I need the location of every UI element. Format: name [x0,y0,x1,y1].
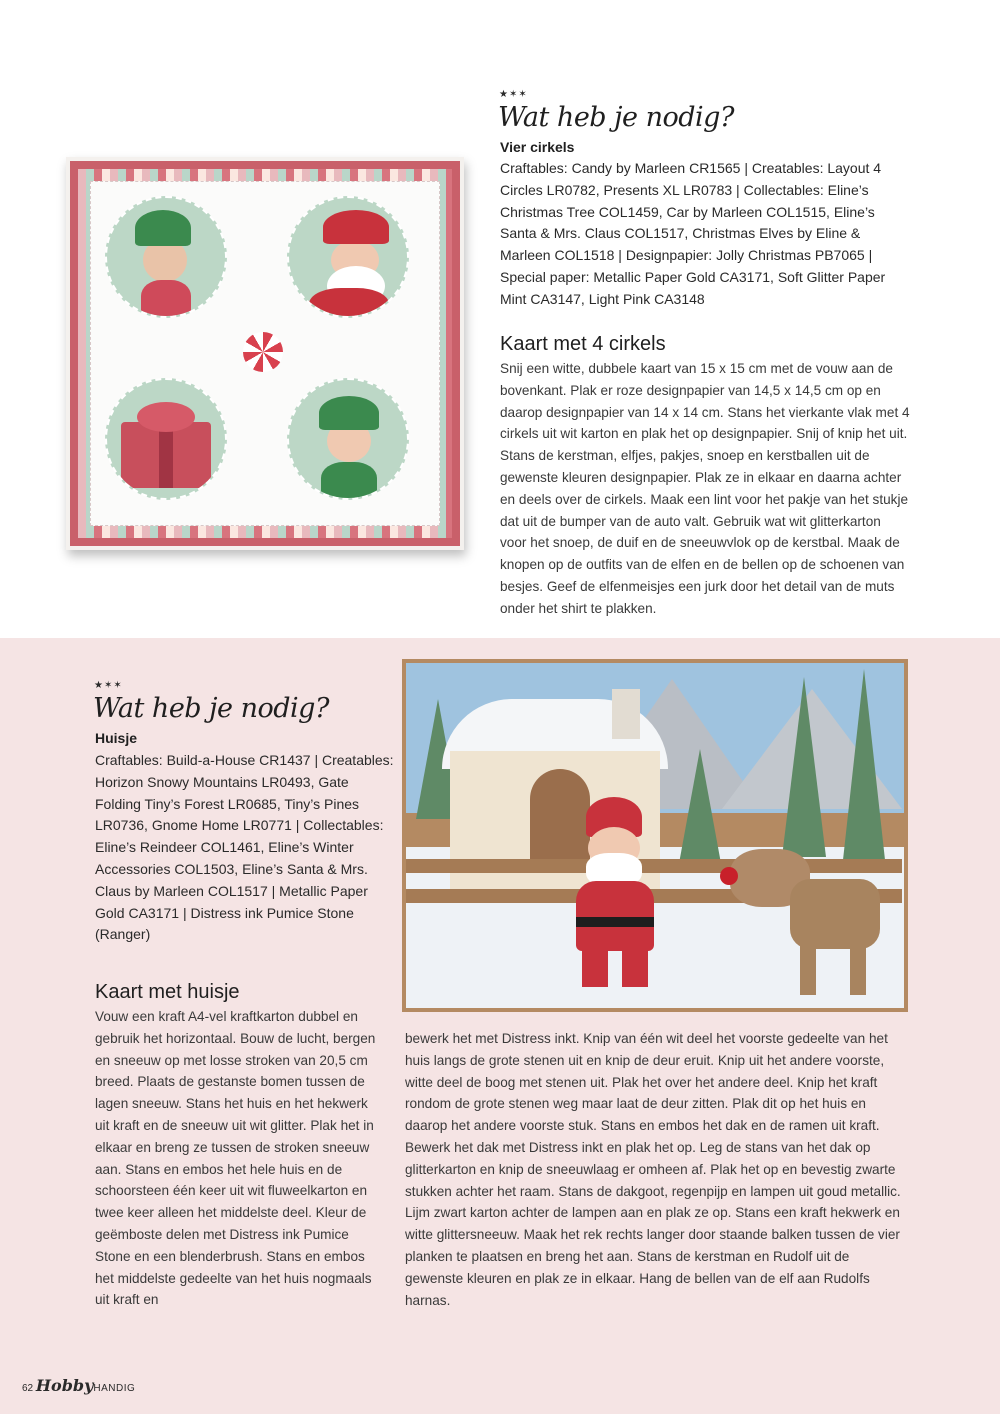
difficulty-stars-2: ★✶✶ [94,680,123,691]
four-circles-card-photo [66,157,464,550]
circle-elf-boy [287,378,409,500]
peppermint-candy [243,332,283,372]
section2-heading: Wat heb je nodig? [93,693,329,724]
house-card-photo [402,659,908,1012]
circle-present [105,378,227,500]
section1-title: Kaart met 4 cirkels [500,333,666,355]
section1-heading: Wat heb je nodig? [498,102,734,133]
page-footer [22,1376,135,1395]
santa-figure [570,797,660,997]
section2-materials: Craftables: Build-a-House CR1437 | Creatables: Horizon Snowy Mountains LR0493, Gate Folding Tiny’s Forest LR0685, Tiny’s Pines LR0736, Gnome Home LR0771 | Collectables: Eline’s Reindeer COL1461, Eline’s Winter Accessories COL1503, Eline’s Santa & Mrs. Claus by Marleen COL1517 | Metallic Paper Gold CA3171 | Distress ink Pumice Stone (Ranger) [95,752,394,943]
section2-body-right: bewerk het met Distress inkt. Knip van één wit deel het voorste gedeelte van het huis langs de grote stenen uit en knip de deur eruit. Knip uit het andere voorste, witte deel de boog met stenen uit. Plak het over het andere deel. Knip het kraft rondom de grote stenen weg maar laat de deur zitten. Plak dit op het huis en daarop het andere voorste stuk. Stans en embos het dak en de ramen uit kraft. Bewerk het dak met Distress inkt en plak het op. Leg de stans van het dak op glitterkarton en knip de sneeuwlaag er omheen af. Plak het op en bevestig zwarte stukken achter het raam. Stans de dakgoot, regenpijp en lampen uit goud metallic. Lijm zwart karton achter de lampen aan en plak ze op. Stans een kraft hekwerk en witte glittersneeuw. Maak het rek rechts langer door staande balken tussen de vier planken te plaatsen en breng het aan. Stans de kerstman en Rudolf uit de gewenste kleuren en plak ze in elkaar. Hang de bellen van de elf aan Rudolfs harnas. [405,1031,901,1308]
section2-title: Kaart met huisje [95,981,240,1003]
reindeer-figure [720,819,890,999]
page-number: 62 [22,1383,34,1394]
magazine-brand: Hobby [35,1376,94,1395]
circle-santa [287,196,409,318]
section1-materials: Craftables: Candy by Marleen CR1565 | Creatables: Layout 4 Circles LR0782, Presents XL LR0783 | Collectables: Eline’s Christmas Tree COL1459, Car by Marleen COL1515, Eline’s Santa & Mrs. Claus COL1517, Christmas Elves by Eline & Marleen COL1518 | Designpapier: Jolly Christmas PB7065 | Special paper: Metallic Paper Gold CA3171, Soft Glitter Paper Mint CA3147, Light Pink CA3148 [500,160,886,307]
section2-subheading: Huisje [95,730,138,746]
section1-body: Snij een witte, dubbele kaart van 15 x 15 cm met de vouw aan de bovenkant. Plak er roze designpapier van 14,5 x 14,5 cm op en daarop designpapier van 14 x 14 cm. Stans het vierkante vlak met 4 cirkels uit wit karton en plak het op designpapier. Snij of knip het uit. Stans de kerstman, elfjes, pakjes, snoep en kerstballen uit de gewenste kleuren designpapier. Plak ze in elkaar en daarna achter en deels over de cirkels. Maak een lint voor het pakje van het stukje dat uit de bumper van de auto valt. Gebruik wat wit glitterkarton voor het snoep, de duif en de sneeuwvlok op de kerstbal. Maak de knopen op de outfits van de elfen en de bellen op de schoenen van besjes. Geef de elfenmeisjes een jurk door het detail van de muts onder het shirt te plakken. [500,361,910,616]
section1-subheading: Vier cirkels [500,139,575,155]
circle-elf-girl [105,196,227,318]
magazine-brand-suffix: HANDIG [93,1383,136,1394]
difficulty-stars: ★✶✶ [499,89,528,100]
section2-body-left: Vouw een kraft A4-vel kraftkarton dubbel en gebruik het horizontaal. Bouw de lucht, bergen en sneeuw op met losse stroken van 20,5 cm breed. Plaats de gestanste bomen tussen de lagen sneeuw. Stans het huis en het hekwerk uit kraft en de sneeuw uit wit glitter. Plak het in elkaar en breng ze tussen de stroken sneeuw aan. Stans en embos het hele huis en de schoorsteen één keer uit wit fluweelkarton en twee keer alleen het middelste deel. Kleur de geëmboste delen met Distress ink Pumice Stone en een blenderbrush. Stans en embos het middelste gedeelte van het huis nogmaals uit kraft en [95,1009,376,1308]
